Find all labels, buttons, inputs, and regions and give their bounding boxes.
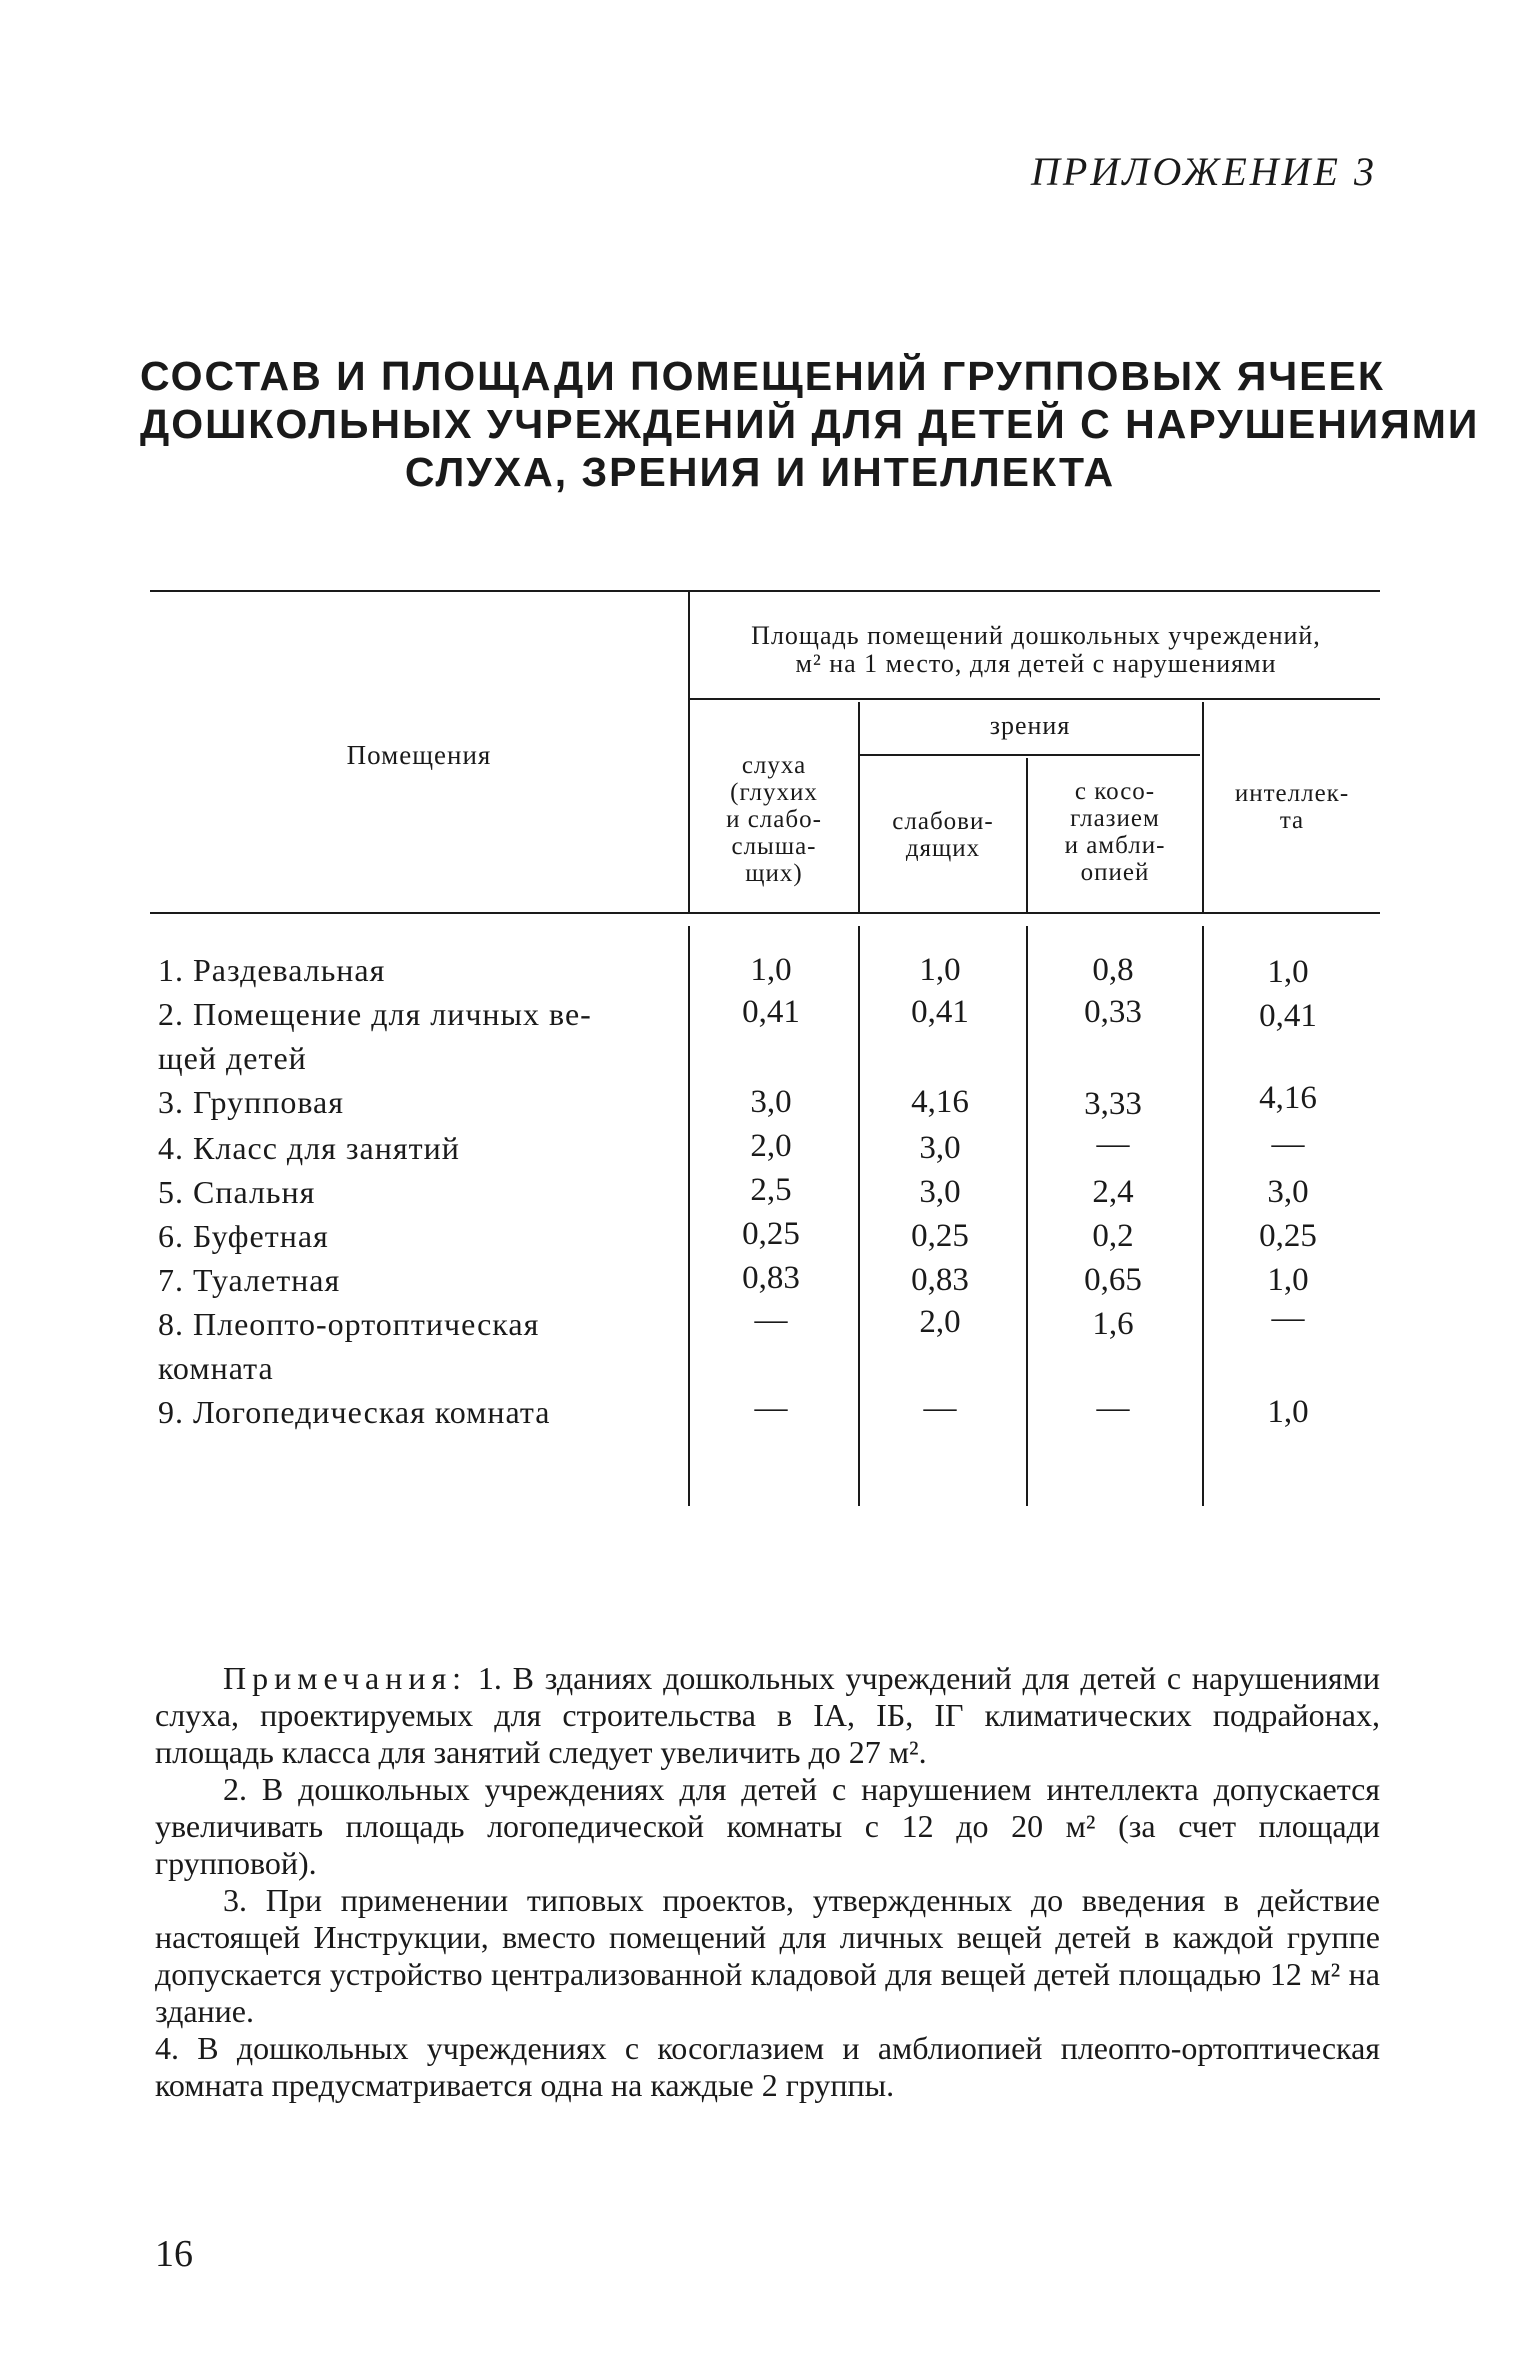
value-intellect: — [1271,1126,1305,1162]
room-name-line: 8. Плеопто-ортоптическая [158,1306,540,1342]
area-header-rule [690,698,1380,700]
value-low-vision: 1,0 [919,952,961,988]
value-hearing: 2,0 [750,1128,792,1164]
value-intellect: 1,0 [1267,1262,1309,1298]
room-name-line: щей детей [158,1040,307,1076]
room-name [158,992,688,1080]
area-table [150,590,1380,1510]
col-rule-hearing-body [858,926,860,1506]
vision-header: зрения [989,711,1071,740]
area-header-line-2: м² на 1 место, для детей с нарушениями [795,649,1277,678]
value-strabismus: 0,2 [1092,1218,1134,1254]
room-name: 6. Буфетная [158,1218,329,1254]
low-vision-header-line: дящих [905,835,981,862]
room-name: 1. Раздевальная [158,952,386,988]
value-low-vision: 2,0 [919,1304,961,1340]
value-low-vision: 4,16 [911,1084,969,1120]
strabismus-header-line: опией [1080,859,1150,886]
value-strabismus: 1,6 [1092,1306,1134,1342]
value-low-vision: 3,0 [919,1174,961,1210]
value-low-vision: 0,25 [911,1218,969,1254]
note-1 [155,1660,1380,1771]
room-name: 4. Класс для занятий [158,1130,460,1166]
value-strabismus: — [1096,1126,1130,1162]
header-bottom-rule [150,912,1380,914]
value-hearing: — [754,1302,788,1338]
hearing-header-line: слуха [741,752,807,779]
area-header-line-1: Площадь помещений дошкольных учреждений, [751,621,1321,650]
room-name-line: 2. Помещение для личных ве- [158,996,592,1032]
value-strabismus: 0,8 [1092,952,1134,988]
col-rule-strabismus-body [1202,926,1204,1506]
intellect-header [1204,780,1380,834]
title-line-2: ДОШКОЛЬНЫХ УЧРЕЖДЕНИЙ ДЛЯ ДЕТЕЙ С НАРУШЕНИЯМИ [140,401,1480,447]
strabismus-header-line: с косо- [1074,778,1156,805]
value-hearing: 0,41 [742,994,800,1030]
hearing-header-line: и слабо- [726,806,822,833]
value-intellect: 4,16 [1259,1080,1317,1116]
hearing-header [690,752,858,887]
page-number: 16 [155,2233,193,2275]
strabismus-header-line: глазием [1070,805,1160,832]
room-name: 7. Туалетная [158,1262,341,1298]
low-vision-header-line: слабови- [892,808,994,835]
value-strabismus: 0,65 [1084,1262,1142,1298]
value-low-vision: 0,83 [911,1262,969,1298]
area-header [692,622,1380,678]
value-intellect: 3,0 [1267,1174,1309,1210]
value-strabismus: — [1096,1390,1130,1426]
appendix-label: ПРИЛОЖЕНИЕ 3 [1031,149,1377,194]
intellect-header-line: та [1279,807,1305,834]
value-strabismus: 2,4 [1092,1174,1134,1210]
title-line-3: СЛУХА, ЗРЕНИЯ И ИНТЕЛЛЕКТА [404,449,1116,495]
notes-label: Примечания: [223,1660,468,1696]
value-low-vision: 3,0 [919,1130,961,1166]
value-intellect: — [1271,1300,1305,1336]
note-1-text: 1. В зданиях дошкольных учреждений для детей с нарушениями слуха, проектируемых для строительства в IА, IБ, IГ климатических подрайонах, площадь класса для занятий следует увеличить до 27 м². [155,1660,1381,1770]
note-4: 4. В дошкольных учреждениях с косоглазием и амблиопией плеопто-ортоптическая комната предусматривается одна на каждые 2 группы. [155,2030,1380,2103]
room-name: 5. Спальня [158,1174,316,1210]
hearing-header-line: слыша- [731,833,817,860]
value-intellect: 0,25 [1259,1218,1317,1254]
hearing-header-line: щих) [745,860,803,887]
value-low-vision: 0,41 [911,994,969,1030]
value-intellect: 1,0 [1267,1394,1309,1430]
value-hearing: 0,83 [742,1260,800,1296]
value-hearing: 0,25 [742,1216,800,1252]
value-hearing: — [754,1390,788,1426]
col-rule-lowvision-body [1026,926,1028,1506]
hearing-header-line: (глухих [730,779,818,806]
intellect-header-line: интеллек- [1234,780,1350,807]
note-2: 2. В дошкольных учреждениях для детей с нарушением интеллекта допускается увеличивать площадь логопедической комнаты с 12 до 20 м² (за счет площади групповой). [155,1771,1380,1881]
value-hearing: 2,5 [750,1172,792,1208]
value-intellect: 1,0 [1267,954,1309,990]
vision-header-rule [860,754,1200,756]
room-name-line: комната [158,1350,274,1386]
room-name [158,1302,688,1390]
col-rule-rooms-body [688,926,690,1506]
value-hearing: 1,0 [750,952,792,988]
value-intellect: 0,41 [1259,998,1317,1034]
room-name: 9. Логопедическая комната [158,1394,551,1430]
value-strabismus: 3,33 [1084,1086,1142,1122]
low-vision-header [860,808,1026,862]
value-strabismus: 0,33 [1084,994,1142,1030]
value-hearing: 3,0 [750,1084,792,1120]
page-title [140,352,1480,496]
strabismus-header [1028,778,1202,886]
strabismus-header-line: и амбли- [1064,832,1166,859]
value-low-vision: — [923,1390,957,1426]
title-line-1: СОСТАВ И ПЛОЩАДИ ПОМЕЩЕНИЙ ГРУППОВЫХ ЯЧЕЕК [140,353,1385,399]
notes [155,1660,1380,2104]
rooms-header: Помещения [346,740,492,770]
table-top-rule [150,590,1380,592]
note-3: 3. При применении типовых проектов, утвержденных до введения в действие настоящей Инструкции, вместо помещений для личных вещей детей в каждой группе допускается устройство централизованной кладовой для вещей детей площадью 12 м² на здание. [155,1882,1380,2029]
room-name: 3. Групповая [158,1084,344,1120]
